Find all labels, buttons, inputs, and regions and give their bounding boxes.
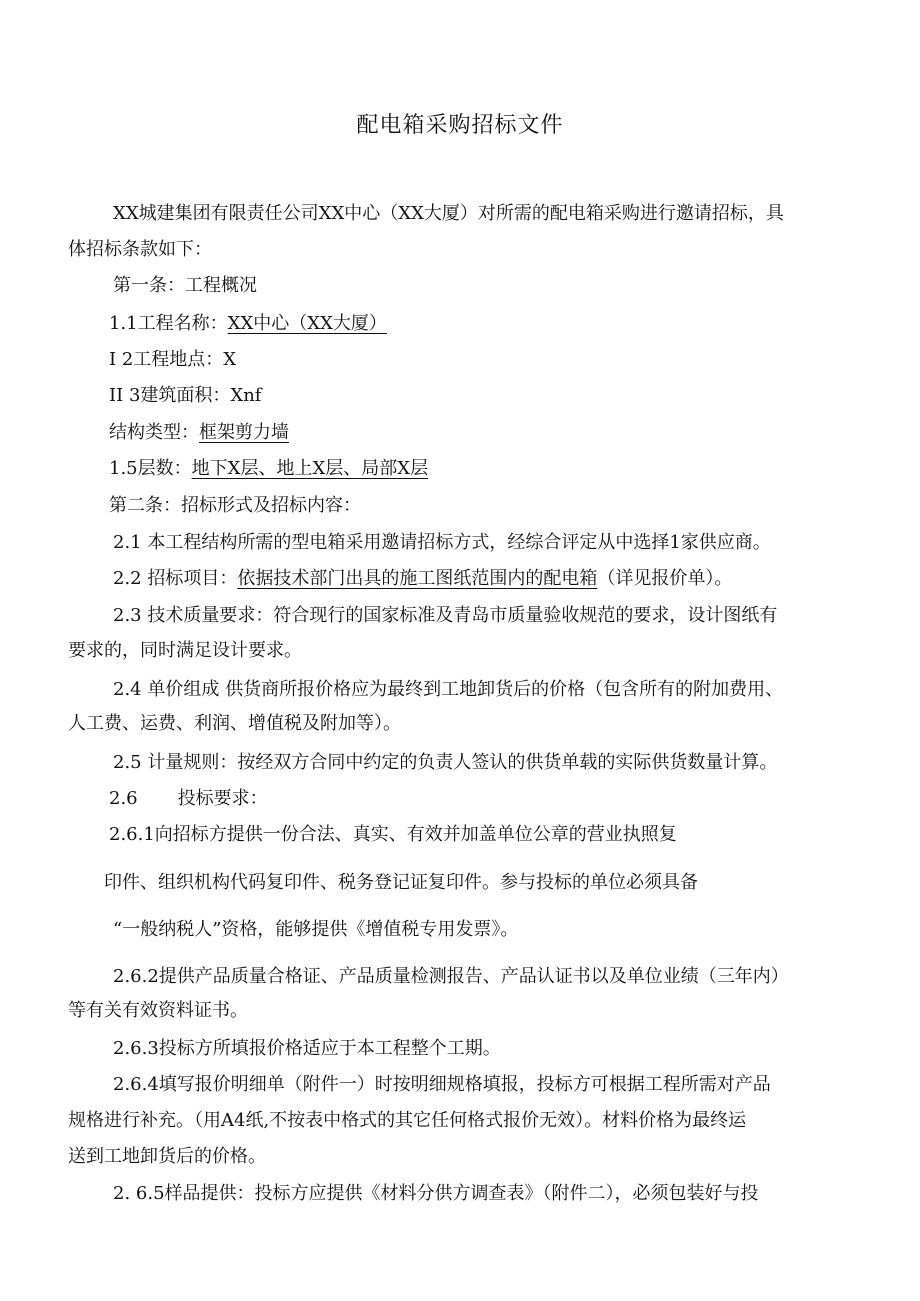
clause-2-6-4-line-2: 规格进行补充。（用A4纸,不按表中格式的其它任何格式报价无效）。材料价格为最终运: [68, 1110, 747, 1131]
clause-2-4-line-2: 人工费、运费、利润、增值税及附加等）。: [68, 713, 401, 734]
clause-2-6-2-line-2: 等有关有效资料证书。: [68, 1000, 248, 1021]
project-name-label: 1.1工程名称：: [109, 313, 228, 334]
clause-2-4-line-1: 2.4 单价组成 供货商所报价格应为最终到工地卸货后的价格（包含所有的附加费用、: [113, 679, 784, 700]
structure-type-line: [109, 420, 289, 446]
clause-2-6-text: 投标要求：: [177, 788, 268, 809]
floors-value: 地下X层、地上X层、局部X层: [191, 458, 429, 479]
clause-2-3-line-1: 2.3 技术质量要求：符合现行的国家标准及青岛市质量验收规范的要求，设计图纸有: [113, 605, 778, 626]
clause-2-6-3: 2.6.3投标方所填报价格适应于本工程整个工期。: [113, 1038, 501, 1059]
clause-2-2-value: 依据技术部门出具的施工图纸范围内的配电箱: [237, 568, 598, 589]
clause-2-6-2-line-1: 2.6.2提供产品质量合格证、产品质量检测报告、产品认证书以及单位业绩（三年内）: [113, 966, 789, 987]
project-name-line: [109, 311, 387, 337]
clause-2-5: 2.5 计量规则：按经双方合同中约定的负责人签认的供货单载的实际供货数量计算。: [113, 752, 778, 773]
clause-2-6-number: 2.6: [109, 788, 138, 809]
clause-2-2-tail: （详见报价单）。: [597, 568, 733, 589]
clause-2-2: [113, 566, 732, 592]
structure-type-label: 结构类型：: [109, 422, 199, 443]
clause-2-6: [109, 786, 268, 812]
document-title: 配电箱采购招标文件: [356, 113, 564, 138]
floors-line: [109, 456, 428, 482]
article1-heading: 第一条：工程概况: [113, 275, 257, 296]
floors-label: 1.5层数：: [109, 458, 192, 479]
clause-2-6-1-line-1: 2.6.1向招标方提供一份合法、真实、有效并加盖单位公章的营业执照复: [109, 824, 677, 845]
intro-line-1: XX城建集团有限责任公司XX中心（XX大厦）对所需的配电箱采购进行邀请招标，具: [113, 203, 784, 224]
project-location-line: I 2工程地点：X: [109, 349, 237, 370]
clause-2-1: 2.1 本工程结构所需的型电箱采用邀请招标方式，经综合评定从中选择1家供应商。: [113, 532, 771, 553]
structure-type-value: 框架剪力墙: [199, 422, 289, 443]
clause-2-2-label: 2.2 招标项目：: [113, 568, 238, 589]
intro-line-2: 体招标条款如下：: [68, 239, 212, 260]
clause-2-6-1-line-3: “一般纳税人”资格，能够提供《增值税专用发票》。: [113, 919, 519, 940]
article2-heading: 第二条：招标形式及招标内容：: [109, 495, 361, 516]
clause-2-6-4-line-1: 2.6.4填写报价明细单（附件一）时按明细规格填报，投标方可根据工程所需对产品: [113, 1074, 771, 1095]
clause-2-6-4-line-3: 送到工地卸货后的价格。: [68, 1146, 266, 1167]
building-area-line: II 3建筑面积：Xnf: [109, 385, 262, 406]
project-name-value: XX中心（XX大厦）: [227, 313, 387, 334]
clause-2-6-1-line-2: 印件、组织机构代码复印件、税务登记证复印件。参与投标的单位必须具备: [104, 872, 698, 893]
clause-2-6-5: 2. 6.5样品提供：投标方应提供《材料分供方调查表》（附件二），必须包装好与投: [113, 1183, 759, 1204]
clause-2-3-line-2: 要求的，同时满足设计要求。: [68, 640, 302, 661]
